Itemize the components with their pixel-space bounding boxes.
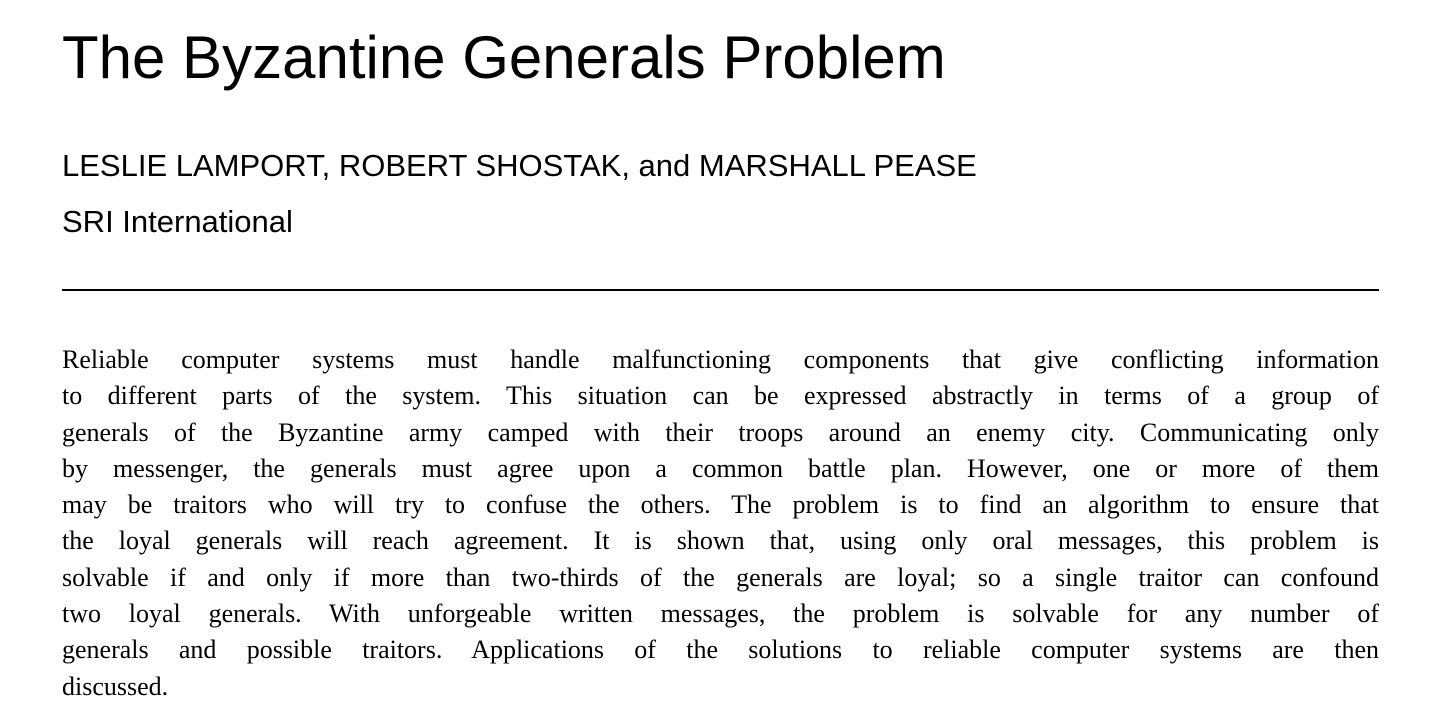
author-affiliation: SRI International bbox=[62, 204, 293, 239]
author-list: LESLIE LAMPORT, ROBERT SHOSTAK, and MARSHALL PEASE bbox=[62, 148, 977, 183]
abstract-line-8: two loyal generals. With unforgeable written messages, the problem is solvable for any number of bbox=[62, 599, 1379, 629]
abstract-line-4: by messenger, the generals must agree upon a common battle plan. However, one or more of them bbox=[62, 453, 1379, 483]
header-divider bbox=[62, 289, 1379, 291]
abstract-line-1: Reliable computer systems must handle malfunctioning components that give conflicting information bbox=[62, 345, 1379, 374]
paper-title: The Byzantine Generals Problem bbox=[62, 24, 946, 91]
abstract-line-9: generals and possible traitors. Applications of the solutions to reliable computer systems are then bbox=[62, 635, 1379, 665]
abstract bbox=[62, 342, 1379, 705]
abstract-line-7: solvable if and only if more than two-thirds of the generals are loyal; so a single traitor can confound bbox=[62, 562, 1379, 592]
abstract-line-3: generals of the Byzantine army camped with their troops around an enemy city. Communicating only bbox=[62, 417, 1379, 447]
abstract-line-5: may be traitors who will try to confuse the others. The problem is to find an algorithm to ensure that bbox=[62, 490, 1379, 520]
abstract-line-6: the loyal generals will reach agreement. It is shown that, using only oral messages, this problem is bbox=[62, 526, 1379, 556]
abstract-line-2: to different parts of the system. This situation can be expressed abstractly in terms of a group of bbox=[62, 381, 1379, 411]
abstract-line-10: discussed. bbox=[62, 671, 169, 701]
